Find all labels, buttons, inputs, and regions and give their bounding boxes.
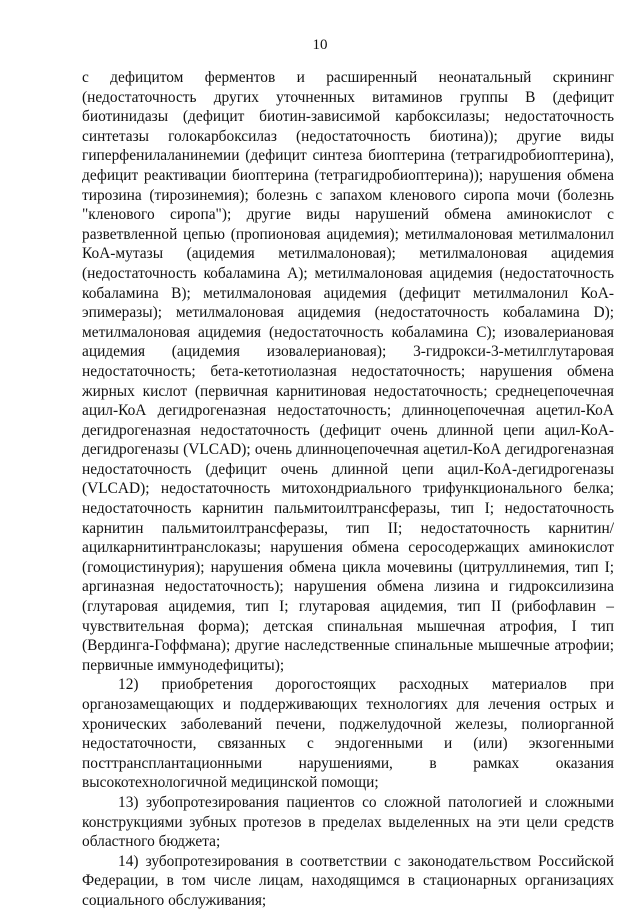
paragraph-item-14: 14) зубопротезирования в соответствии с законодательством Российской Федерации, в том числе лицам, находящимся в стационарных организациях социального обслуживания; xyxy=(82,852,614,909)
document-body xyxy=(82,68,614,911)
paragraph-item-12: 12) приобретения дорогостоящих расходных материалов при органозамещающих и поддерживающих технологиях для лечения острых и хронических заболеваний печени, поджелудочной железы, полиорганной недостаточности, связанных с эндогенными и (или) экзогенными посттрансплантационными нарушениями, в рамках оказания высокотехнологичной медицинской помощи; xyxy=(82,676,614,792)
paragraph-diseases-list: с дефицитом ферментов и расширенный неонатальный скрининг (недостаточность других уточненных витаминов группы B (дефицит биотинидазы (дефицит биотин-зависимой карбоксилазы; недостаточность синтетазы голокарбоксилаз (недостаточность биотина)); другие виды гиперфенилаланинемии (дефицит синтеза биоптерина (тетрагидробиоптерина), дефицит реактивации биоптерина (тетрагидробиоптерина)); нарушения обмена тирозина (тирозинемия); болезнь с запахом кленового сиропа мочи (болезнь "кленового сиропа"); другие виды нарушений обмена аминокислот с разветвленной цепью (пропионовая ацидемия); метилмалоновая метилмалонил КоА-мутазы (ацидемия метилмалоновая); метилмалоновая ацидемия (недостаточность кобаламина A); метилмалоновая ацидемия (недостаточность кобаламина B); метилмалоновая ацидемия (дефицит метилмалонил КоА-эпимеразы); метилмалоновая ацидемия (недостаточность кобаламина D); метилмалоновая ацидемия (недостаточность кобаламина C); изовалериановая ацидемия (ацидемия изовалериановая); 3-гидрокси-3-метилглутаровая недостаточность; бета-кетотиолазная недостаточность; нарушения обмена жирных кислот (первичная карнитиновая недостаточность; среднецепочечная ацил-КоА дегидрогеназная недостаточность; длинноцепочечная ацетил-КоА дегидрогеназная недостаточность (дефицит очень длинной цепи ацил-КоА-дегидрогеназы (VLCAD); очень длинноцепочечная ацетил-КоА дегидрогеназная недостаточность (дефицит очень длинной цепи ацил-КоА-дегидрогеназы (VLCAD); недостаточность митохондриального трифункционального белка; недостаточность карнитин пальмитоилтрансферазы, тип I; недостаточность карнитин пальмитоилтрансферазы, тип II; недостаточность карнитин/ацилкарнитинтранслоказы; нарушения обмена серосодержащих аминокислот (гомоцистинурия); нарушения обмена цикла мочевины (цитруллинемия, тип I; аргиназная недостаточность); нарушения обмена лизина и гидроксилизина (глутаровая ацидемия, тип I; глутаровая ацидемия, тип II (рибофлавин – чувствительная форма); детская спинальная мышечная атрофия, I тип (Вердинга-Гоффмана); другие наследственные спинальные мышечные атрофии; первичные иммунодефициты); xyxy=(82,69,614,674)
page-number: 10 xyxy=(312,37,328,53)
paragraph-item-13: 13) зубопротезирования пациентов со сложной патологией и сложными конструкциями зубных протезов в пределах выделенных на эти цели средств областного бюджета; xyxy=(82,793,614,851)
